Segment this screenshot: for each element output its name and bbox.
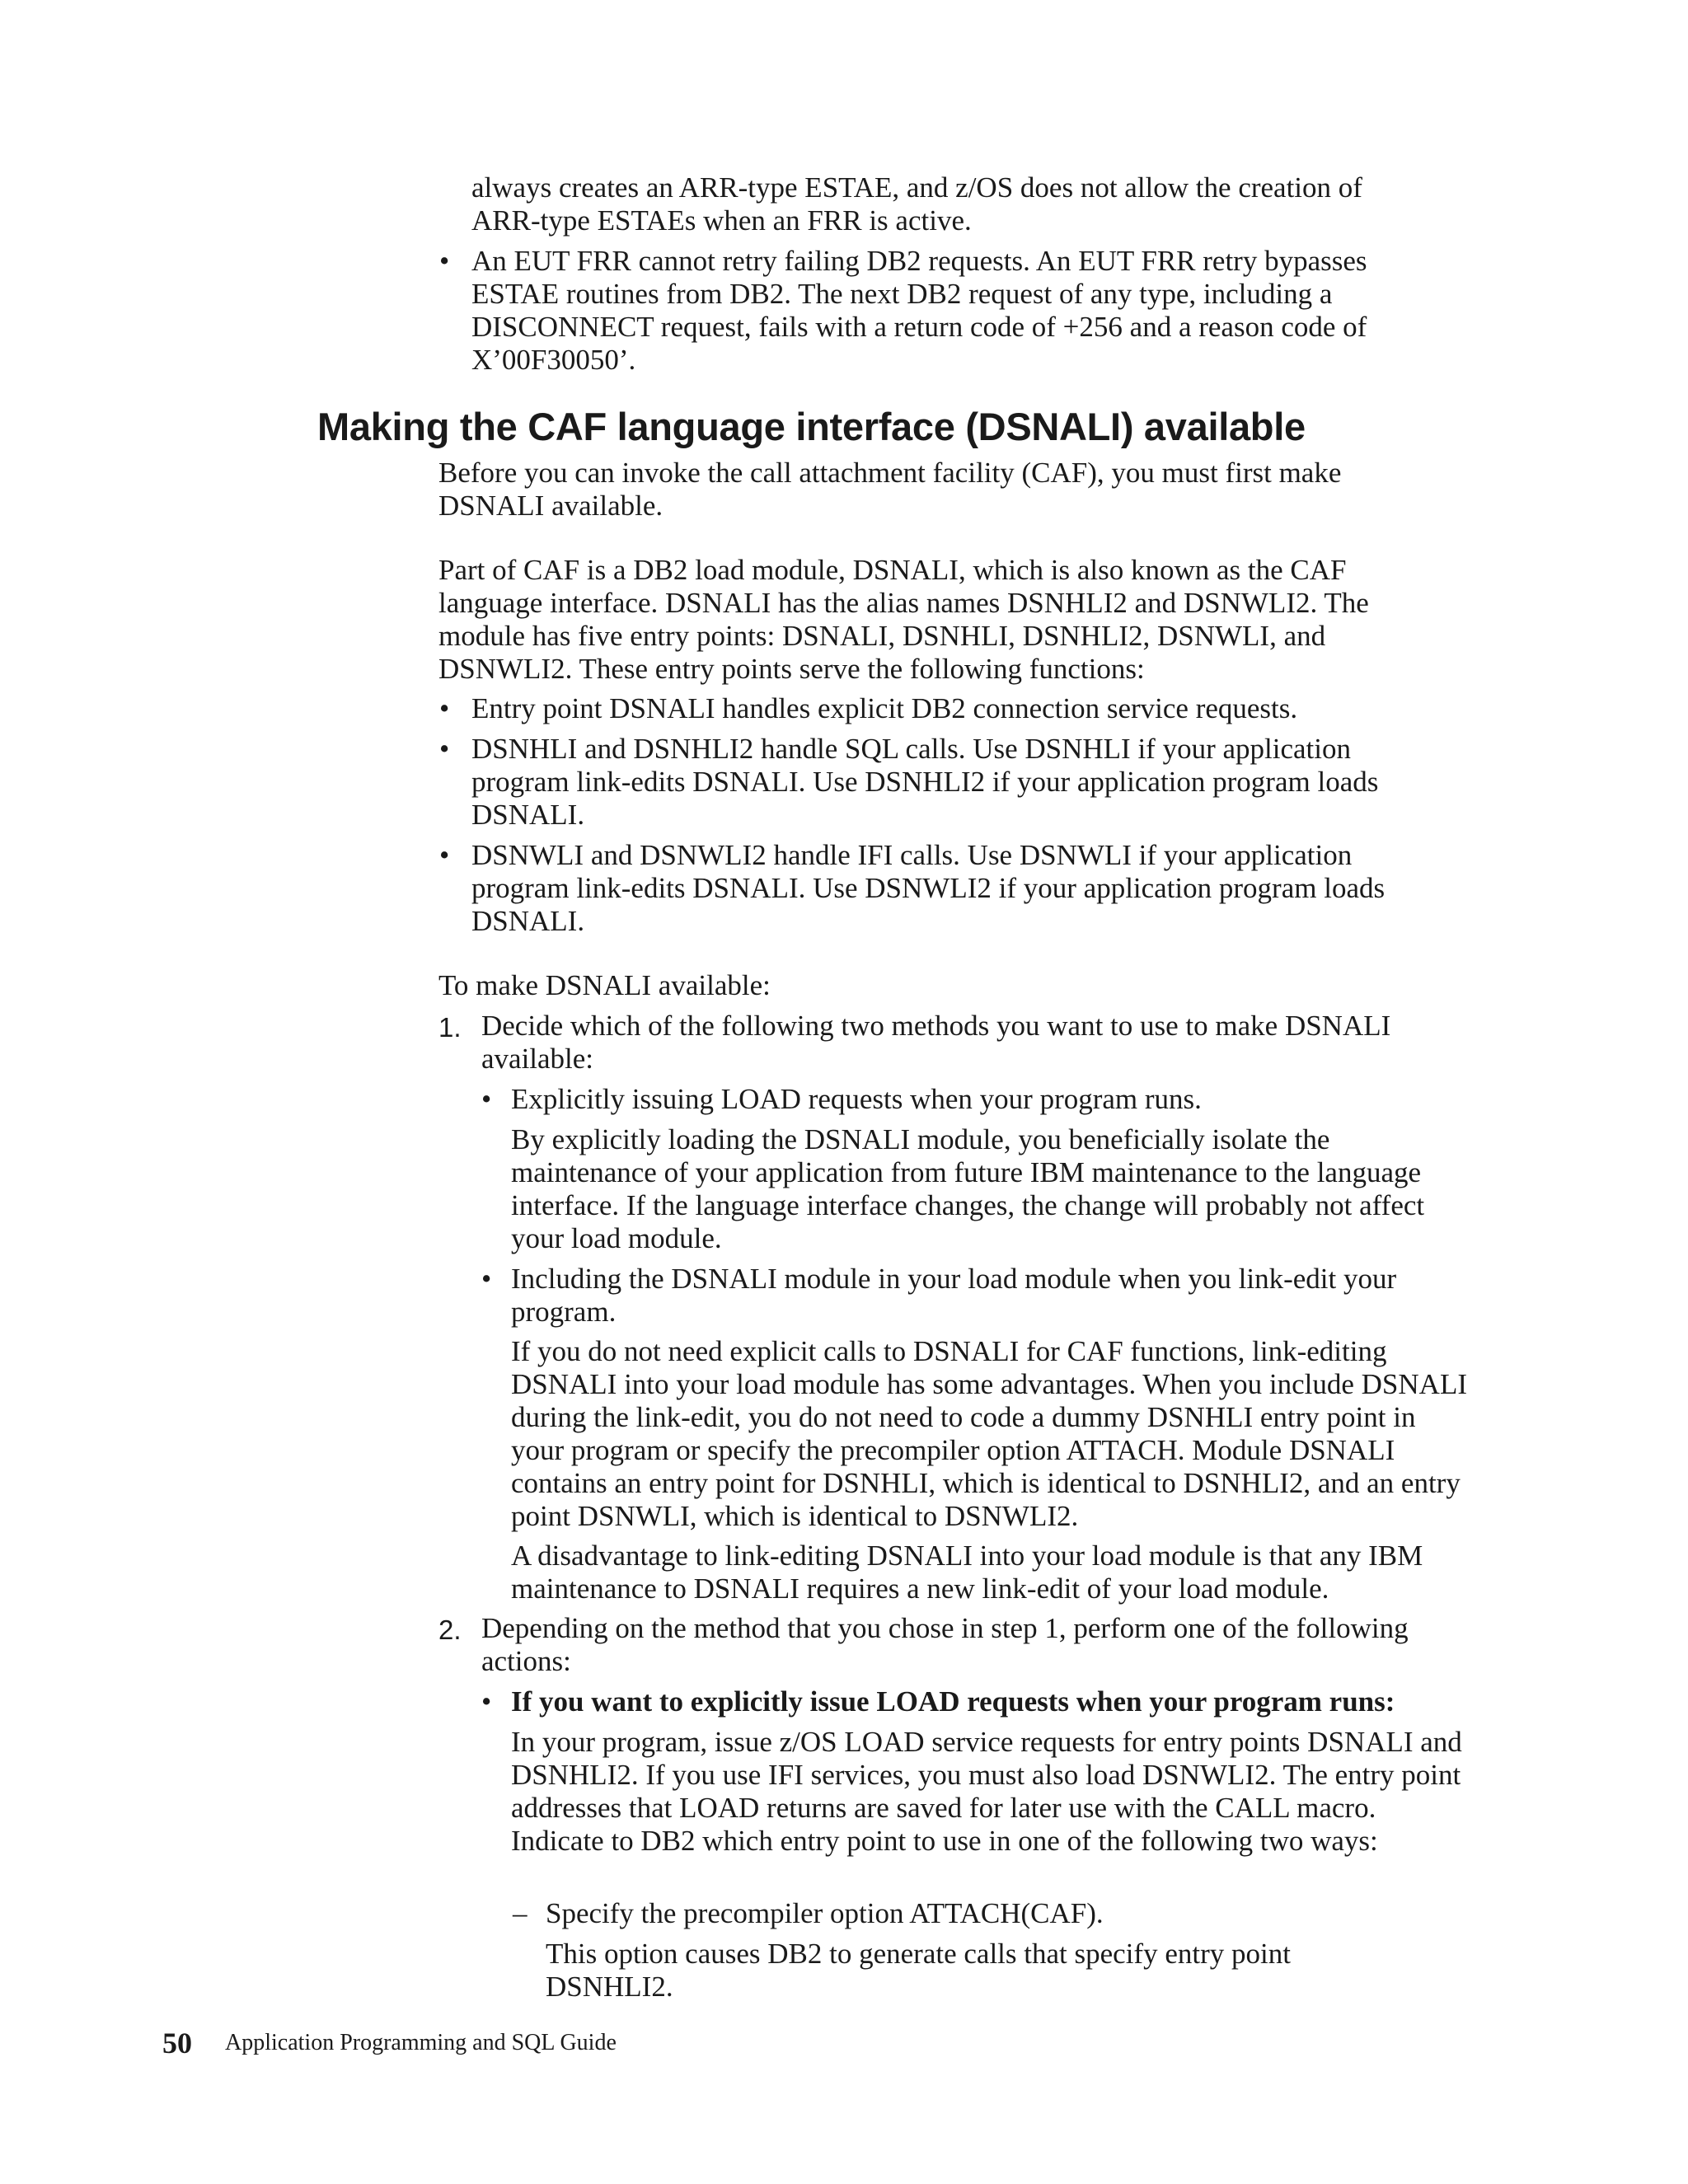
bullet-marker: • bbox=[439, 839, 450, 871]
page-number: 50 bbox=[162, 2027, 192, 2060]
bullet-marker: • bbox=[481, 1083, 492, 1115]
intro-paragraph: Before you can invoke the call attachment facility (CAF), you must first make DSNALI available. bbox=[438, 457, 1342, 522]
section-heading: Making the CAF language interface (DSNALI) available bbox=[317, 405, 1306, 448]
bullet-marker: • bbox=[481, 1263, 492, 1295]
step1-option2-note: A disadvantage to link-editing DSNALI into your load module is that any IBM maintenance to DSNALI requires a new link-edit of your load module. bbox=[511, 1540, 1423, 1605]
bullet-marker: • bbox=[439, 692, 450, 724]
bullet-marker: • bbox=[439, 245, 450, 277]
step2-option1-detail: In your program, issue z/OS LOAD service requests for entry points DSNALI and DSNHLI2. If you use IFI services, you must also load DSNWLI2. The entry point addresses that LOAD returns are saved for later use with the CALL macro. Indicate to DB2 which entry point to use in one of the following two ways: bbox=[511, 1726, 1462, 1857]
step2-sub1-detail: This option causes DB2 to generate calls that specify entry point DSNHLI2. bbox=[546, 1938, 1291, 2003]
list-item: Entry point DSNALI handles explicit DB2 connection service requests. bbox=[471, 692, 1298, 724]
step-number: 1. bbox=[438, 1012, 462, 1043]
footer-title: Application Programming and SQL Guide bbox=[225, 2030, 617, 2055]
eut-frr-bullet-text: An EUT FRR cannot retry failing DB2 requests. An EUT FRR retry bypasses ESTAE routines from DB2. The next DB2 request of any type, including a DISCONNECT request, fails with a return code of +256 and a reason code of X’00F30050’. bbox=[471, 245, 1367, 376]
step1-option2-detail: If you do not need explicit calls to DSNALI for CAF functions, link-editing DSNALI into your load module has some advantages. When you include DSNALI during the link-edit, you do not need to code a dummy DSNHLI entry point in your program or specify the precompiler option ATTACH. Module DSNALI contains an entry point for DSNHLI, which is identical to DSNHLI2, and an entry point DSNWLI, which is identical to DSNWLI2. bbox=[511, 1335, 1467, 1532]
continued-paragraph: always creates an ARR-type ESTAE, and z/OS does not allow the creation of ARR-type ESTAEs when an FRR is active. bbox=[471, 171, 1362, 237]
bullet-marker: • bbox=[481, 1685, 492, 1718]
caf-module-paragraph: Part of CAF is a DB2 load module, DSNALI, which is also known as the CAF language interface. DSNALI has the alias names DSNHLI2 and DSNWLI2. The module has five entry points: DSNALI, DSNHLI, DSNHLI2, DSNWLI, and DSNWLI2. These entry points serve the following functions: bbox=[438, 554, 1369, 685]
bullet-marker: • bbox=[439, 733, 450, 765]
list-item: DSNHLI and DSNHLI2 handle SQL calls. Use DSNHLI if your application program link-edits DSNALI. Use DSNHLI2 if your application program loads DSNALI. bbox=[471, 733, 1379, 831]
step2-sub1: Specify the precompiler option ATTACH(CAF). bbox=[546, 1897, 1104, 1929]
step1-option2: Including the DSNALI module in your load module when you link-edit your program. bbox=[511, 1263, 1397, 1328]
step1-option1-detail: By explicitly loading the DSNALI module, you beneficially isolate the maintenance of your application from future IBM maintenance to the language interface. If the language interface changes, the change will probably not affect your load module. bbox=[511, 1123, 1425, 1254]
dash-marker: – bbox=[513, 1897, 528, 1929]
step2-text: Depending on the method that you chose in step 1, perform one of the following actions: bbox=[481, 1612, 1409, 1677]
step1-option1: Explicitly issuing LOAD requests when your program runs. bbox=[511, 1083, 1202, 1115]
list-item: DSNWLI and DSNWLI2 handle IFI calls. Use DSNWLI if your application program link-edits DSNALI. Use DSNWLI2 if your application program loads DSNALI. bbox=[471, 839, 1386, 937]
to-make-lead-in: To make DSNALI available: bbox=[438, 969, 771, 1001]
step2-option1-title: If you want to explicitly issue LOAD requests when your program runs: bbox=[511, 1685, 1395, 1718]
step1-text: Decide which of the following two methods you want to use to make DSNALI available: bbox=[481, 1010, 1391, 1075]
step-number: 2. bbox=[438, 1615, 462, 1645]
